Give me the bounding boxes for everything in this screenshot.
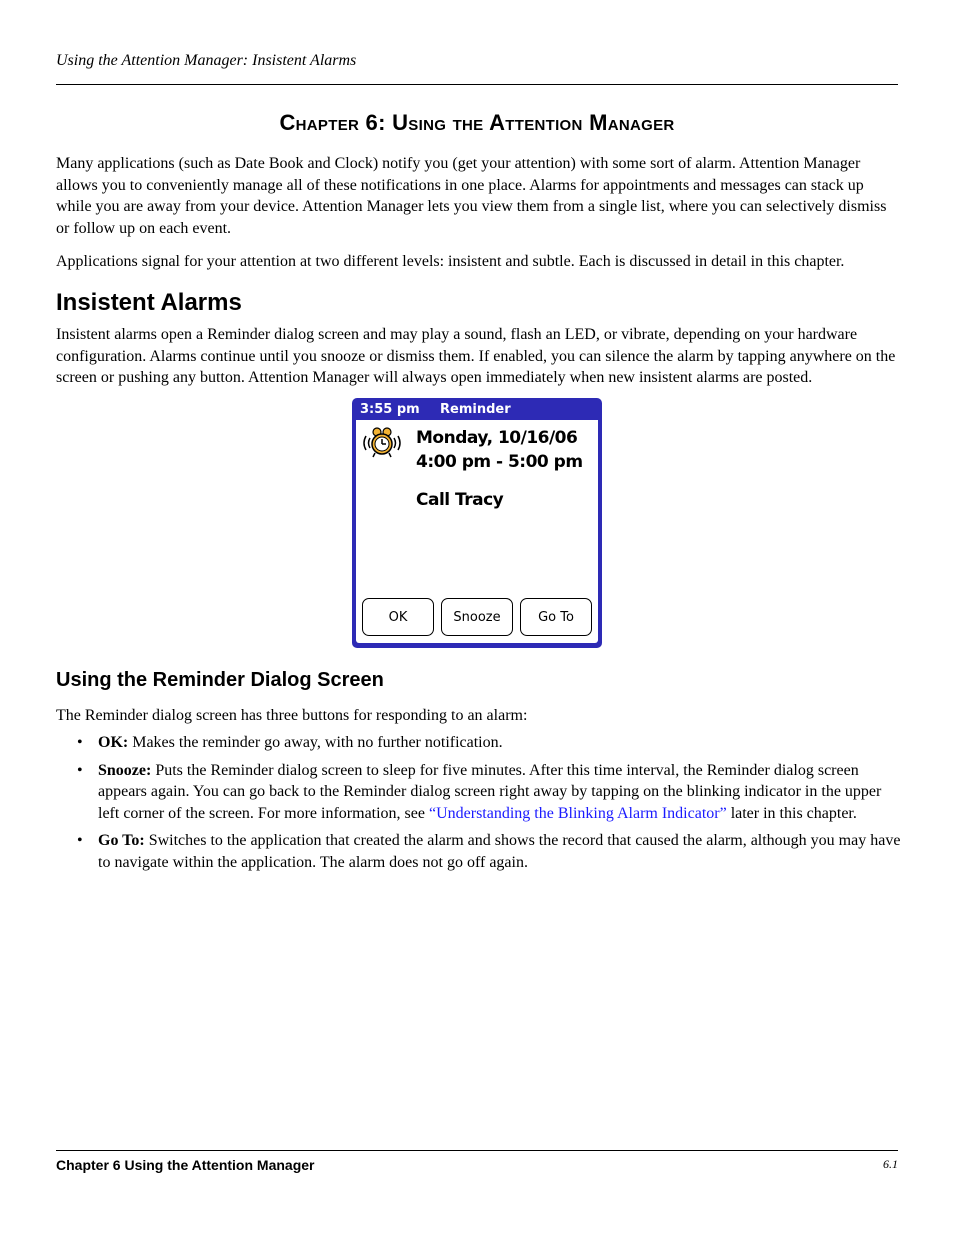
list-item [56,760,901,825]
device-screen [356,420,598,643]
reminder-event: Call Tracy [416,490,504,510]
list-item-text: Puts the Reminder dialog screen to sleep for five minutes. After this time interval, the Reminder dialog screen appears again. You can go back to the Reminder dialog screen right away by tapping on the blinking indicator in the upper left corner of the screen. For more information, see [98,761,882,822]
bullet-icon: • [77,761,83,779]
device-titlebar [356,400,598,418]
section-body: Insistent alarms open a Reminder dialog screen and may play a sound, flash an LED, or vibrate, depending on your hardware configuration. Alarms continue until you snooze or dismiss them. If enabled, you can silence the alarm by tapping anywhere on the screen or pushing any button. Attention Manager will always open immediately when new insistent alarms are posted. [56,326,896,386]
ok-button[interactable]: OK [362,598,434,636]
header-rule [56,84,898,85]
running-header: Using the Attention Manager: Insistent Alarms [56,52,357,69]
reminder-time-range: 4:00 pm - 5:00 pm [416,452,583,472]
list-item [56,732,901,754]
bullet-icon: • [77,832,83,849]
section-heading: Insistent Alarms [56,289,242,316]
button-description-list [56,732,901,879]
bullet-icon: • [77,734,83,751]
subsection-intro: The Reminder dialog screen has three buttons for responding to an alarm: [56,707,528,724]
list-item-text: Switches to the application that created the alarm and shows the record that caused the alarm, although you may have to navigate within the application. The alarm does not go off again. [98,832,901,871]
subsection-heading: Using the Reminder Dialog Screen [56,669,384,691]
device-clock: 3:55 pm [360,402,420,417]
reminder-dialog-screenshot [352,398,602,648]
cross-reference-link[interactable]: “Understanding the Blinking Alarm Indicator” [428,804,727,822]
list-item-text: Makes the reminder go away, with no further notification. [128,734,503,751]
alarm-clock-icon [360,426,404,460]
list-item-term: Go To: [98,832,145,849]
list-item-text-after: later in this chapter. [726,804,857,822]
intro-paragraph-1: Many applications (such as Date Book and Clock) notify you (get your attention) with some sort of alarm. Attention Manager allows you to conveniently manage all of these notifications in one place. Alarms for appointments and messages can stack up while you are away from your device. Attention Manager lets you view them from a single list, where you can selectively dismiss or follow up on each event. [56,155,887,237]
reminder-date: Monday, 10/16/06 [416,428,578,448]
device-dialog-title: Reminder [440,402,511,417]
snooze-button[interactable]: Snooze [441,598,513,636]
footer-rule [56,1150,898,1151]
chapter-title: Chapter 6: Using the Attention Manager [279,110,675,135]
go-to-button[interactable]: Go To [520,598,592,636]
page-number: 6.1 [883,1157,898,1171]
footer-chapter-title: Chapter 6 Using the Attention Manager [56,1157,315,1173]
list-item [56,830,901,873]
list-item-term: Snooze: [98,761,152,779]
list-item-term: OK: [98,734,129,751]
intro-paragraph-2: Applications signal for your attention at two different levels: insistent and subtle. Each is discussed in detail in this chapter. [56,253,845,270]
